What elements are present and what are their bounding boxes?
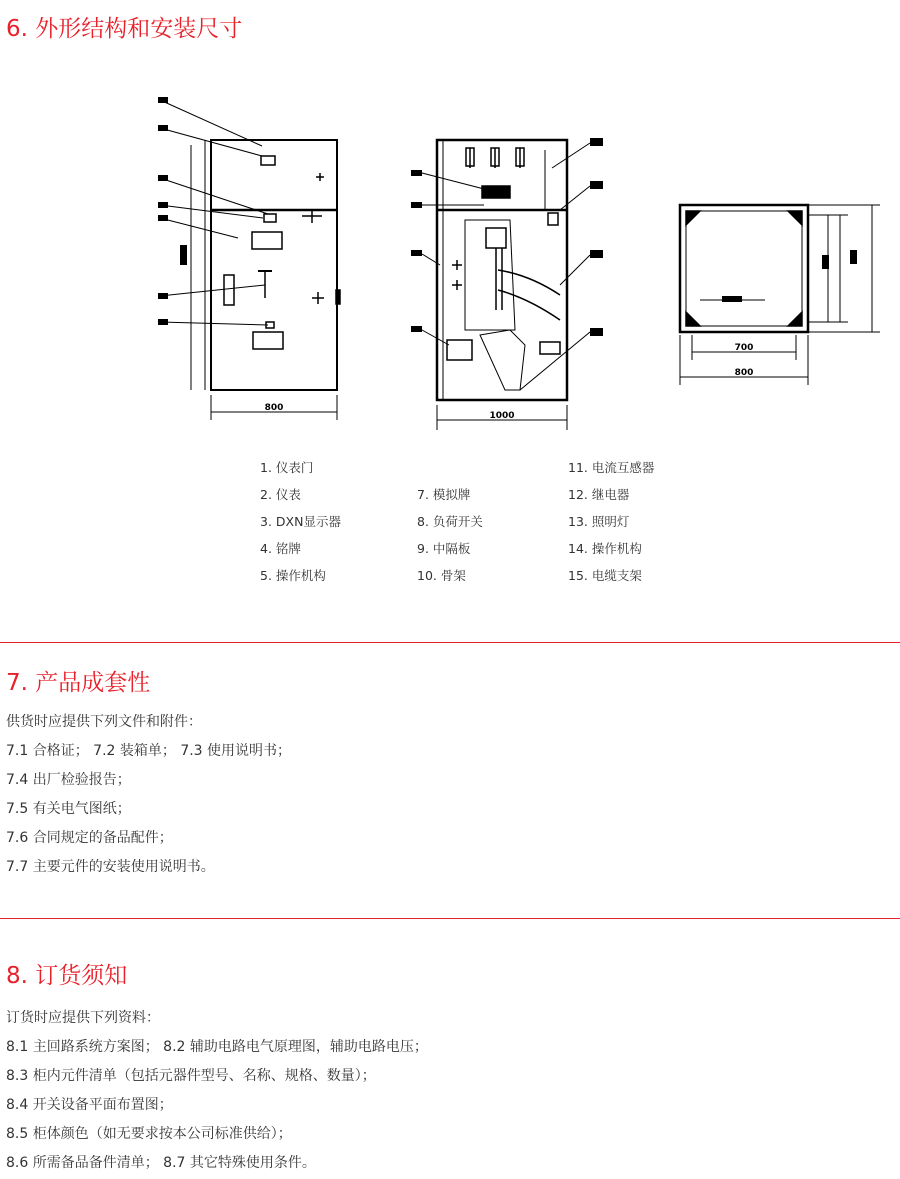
side-width-label: 1000	[489, 411, 515, 421]
legend-item: 15. 电缆支架	[568, 568, 642, 583]
legend-item: 14. 操作机构	[568, 541, 642, 556]
section-8-intro: 订货时应提供下列资料：	[6, 1010, 160, 1026]
legend-item: 2. 仪表	[260, 487, 301, 502]
section-7-intro: 供货时应提供下列文件和附件：	[6, 714, 202, 730]
legend-item: 12. 继电器	[568, 487, 630, 502]
legend-item: 7. 模拟牌	[417, 487, 471, 502]
section-7-line: 7.1 合格证； 7.2 装箱单； 7.3 使用说明书；	[6, 743, 292, 759]
section-divider	[0, 918, 900, 919]
legend-item: 4. 铭牌	[260, 541, 301, 556]
section-divider	[0, 642, 900, 643]
section-7-line: 7.7 主要元件的安装使用说明书。	[6, 859, 215, 875]
plan-inner-label: 700	[734, 343, 754, 353]
legend-item: 13. 照明灯	[568, 514, 630, 529]
legend-item: 1. 仪表门	[260, 460, 314, 475]
legend-item: 11. 电流互感器	[568, 460, 655, 475]
section-6-title: 6. 外形结构和安装尺寸	[6, 16, 243, 42]
legend-item: 10. 骨架	[417, 568, 466, 583]
section-8-line: 8.1 主回路系统方案图； 8.2 辅助电路电气原理图，辅助电路电压；	[6, 1039, 428, 1055]
section-7-line: 7.6 合同规定的备品配件；	[6, 830, 173, 846]
front-width-label: 800	[264, 403, 284, 413]
section-7-line: 7.5 有关电气图纸；	[6, 801, 131, 817]
plan-outer-label: 800	[734, 368, 754, 378]
legend-item: 5. 操作机构	[260, 568, 326, 583]
plan-view-drawing	[680, 205, 880, 385]
legend-item: 8. 负荷开关	[417, 514, 483, 529]
legend-item: 3. DXN显示器	[260, 514, 341, 529]
section-8-line: 8.4 开关设备平面布置图；	[6, 1097, 173, 1113]
section-8-line: 8.3 柜内元件清单（包括元器件型号、名称、规格、数量）；	[6, 1068, 376, 1084]
section-8-line: 8.6 所需备品备件清单； 8.7 其它特殊使用条件。	[6, 1155, 316, 1171]
cabinet-drawings	[0, 0, 900, 450]
section-7-title: 7. 产品成套性	[6, 670, 151, 696]
legend-item: 9. 中隔板	[417, 541, 471, 556]
section-8-title: 8. 订货须知	[6, 963, 128, 989]
section-8-line: 8.5 柜体颜色（如无要求按本公司标准供给）；	[6, 1126, 292, 1142]
section-7-line: 7.4 出厂检验报告；	[6, 772, 131, 788]
side-view-drawing	[422, 140, 590, 430]
